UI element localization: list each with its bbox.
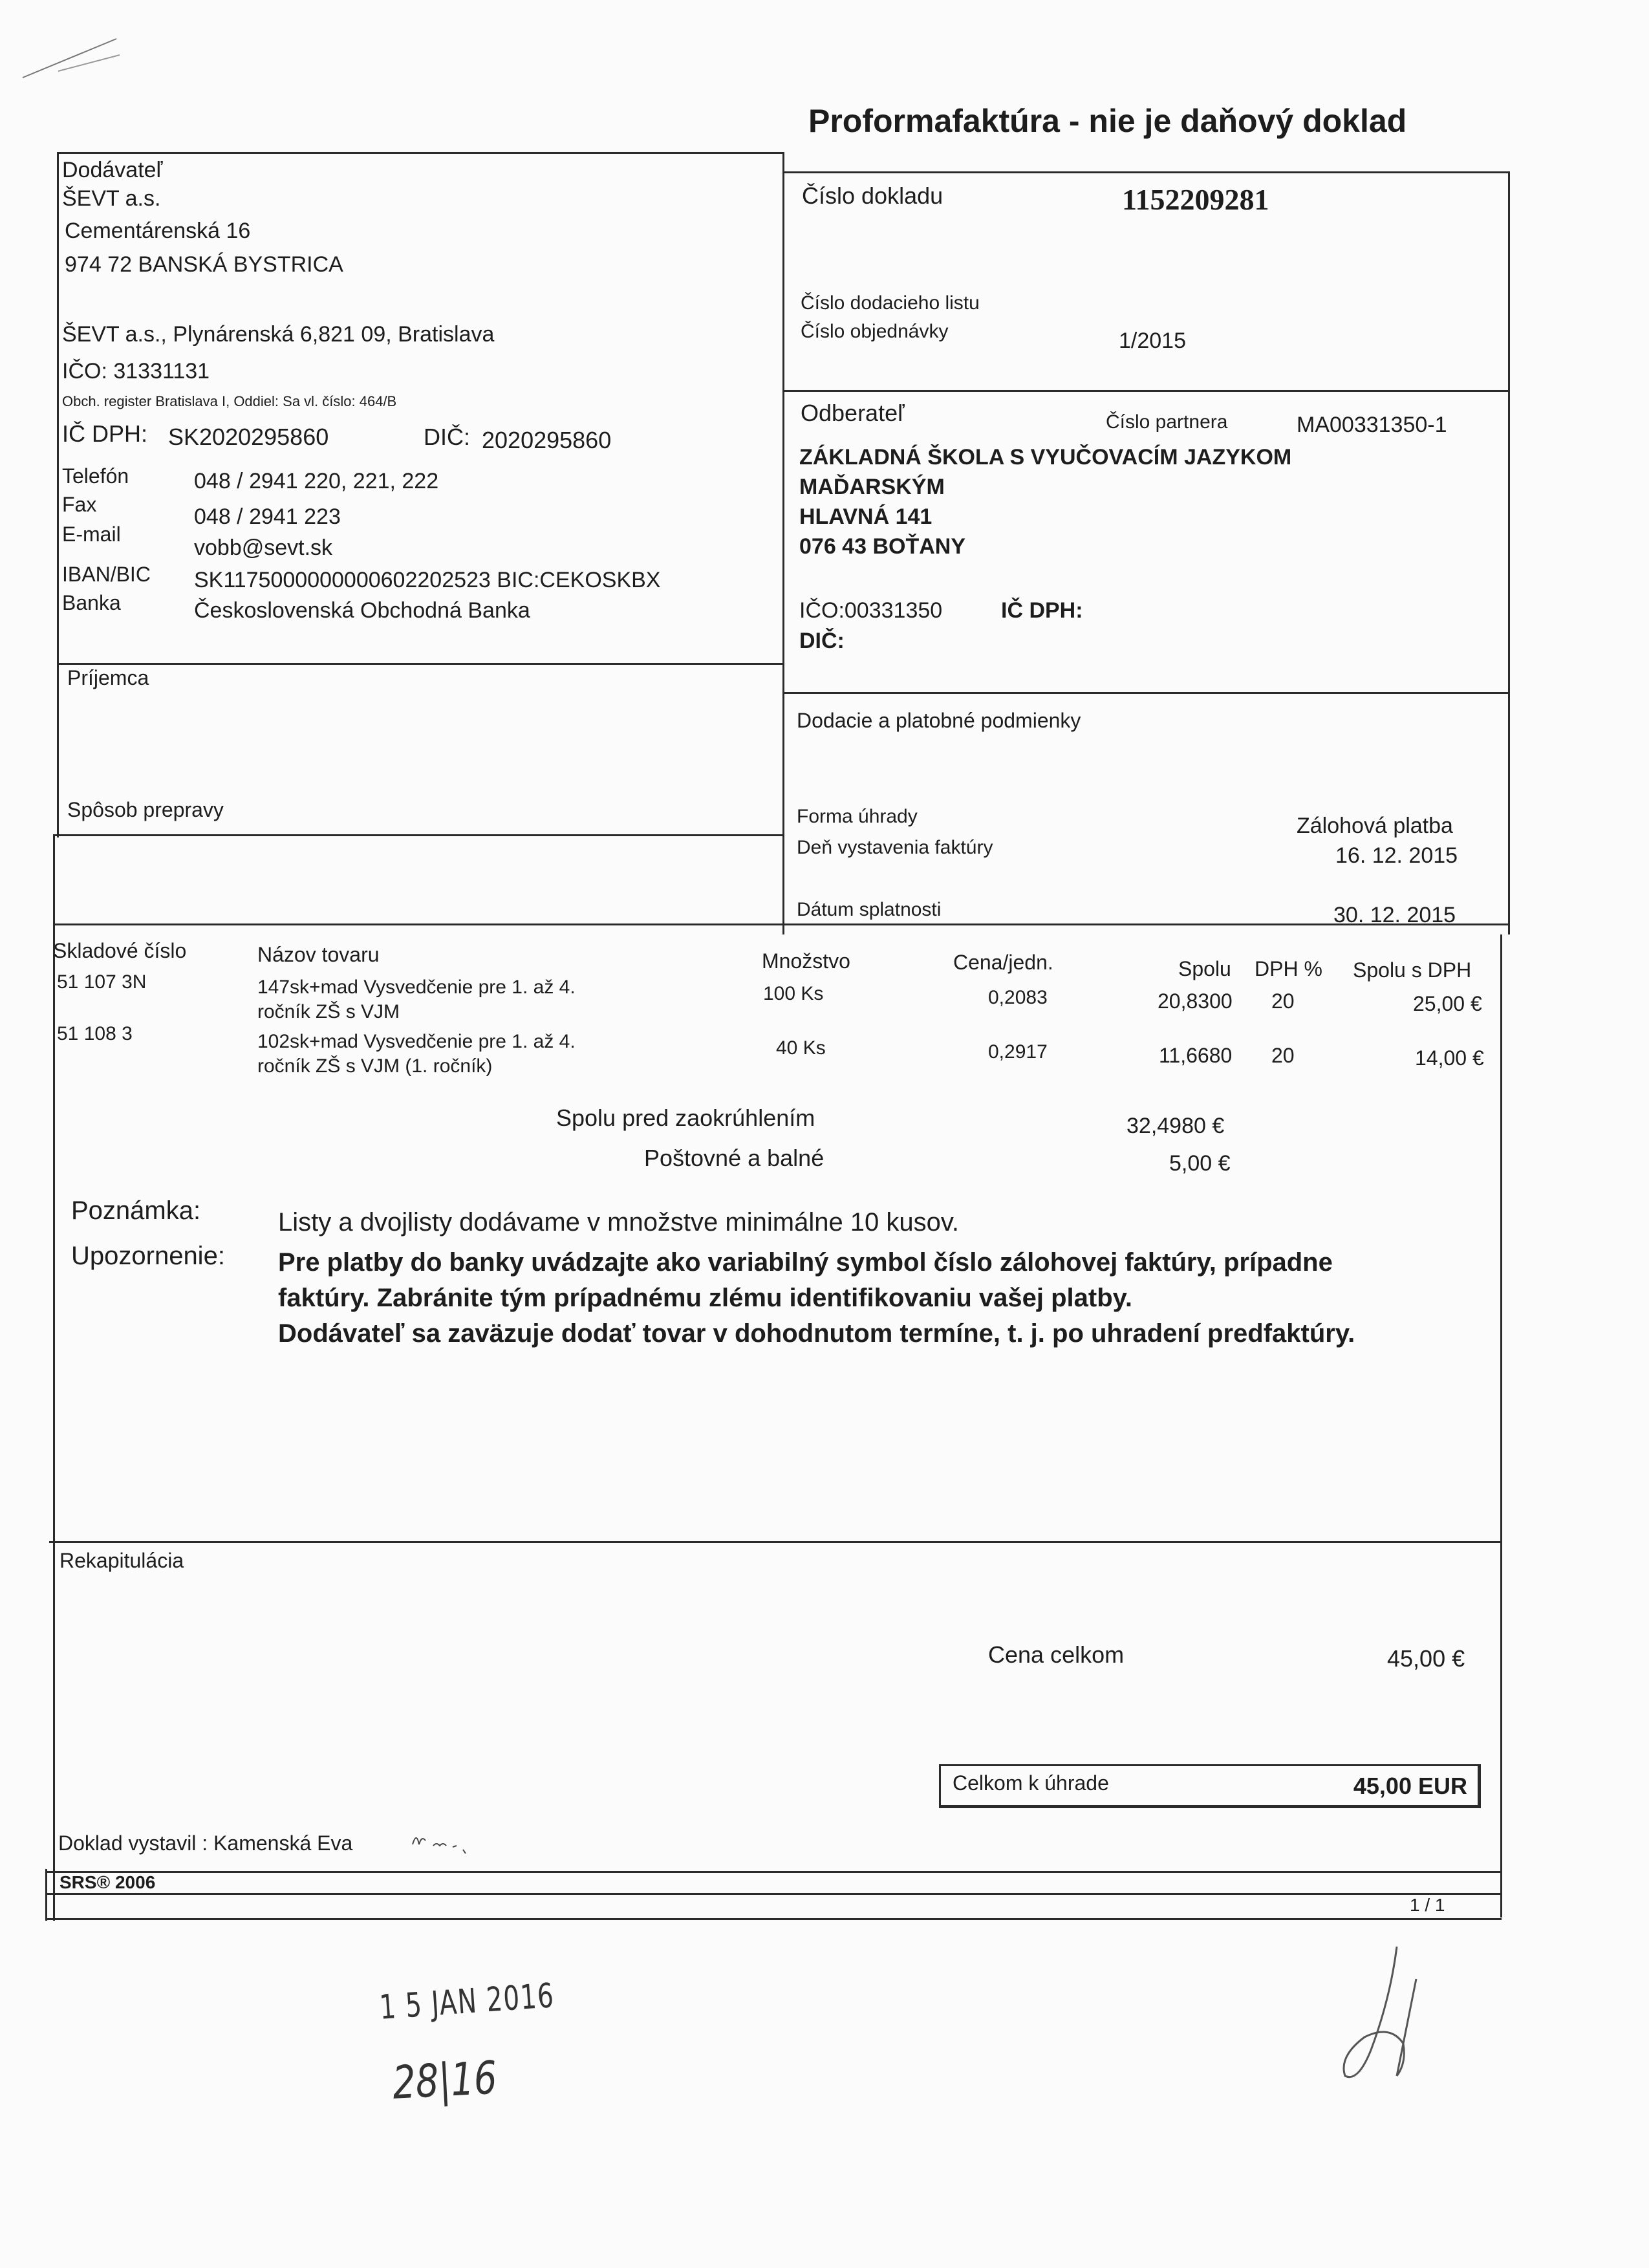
row-vat: 20 (1271, 1044, 1295, 1067)
subtotal-value: 32,4980 € (1126, 1114, 1225, 1138)
document-title: Proformafaktúra - nie je daňový doklad (808, 103, 1407, 139)
partner-label: Číslo partnera (1106, 411, 1228, 433)
supplier-heading: Dodávateľ (62, 158, 163, 182)
handwritten-initials-icon (1319, 1940, 1449, 2095)
row-unit-price: 0,2917 (988, 1041, 1048, 1063)
subtotal-label: Spolu pred zaokrúhlením (556, 1105, 815, 1131)
fax-label: Fax (62, 493, 97, 516)
price-total-label: Cena celkom (988, 1641, 1125, 1668)
row-sku: 51 107 3N (57, 971, 147, 993)
price-total: 45,00 € (1387, 1645, 1465, 1672)
row-name: 147sk+mad Vysvedčenie pre 1. až 4. (257, 977, 576, 998)
due-date: 30. 12. 2015 (1333, 903, 1456, 927)
bank-label: Banka (62, 591, 121, 614)
postage-value: 5,00 € (1169, 1151, 1231, 1176)
partner-number: MA00331350-1 (1297, 413, 1447, 437)
supplier-dic-value: 2020295860 (482, 427, 612, 453)
col-total-vat: Spolu s DPH (1353, 958, 1472, 982)
due-date-label: Dátum splatnosti (797, 899, 942, 920)
col-unit-price: Cena/jedn. (953, 951, 1053, 974)
document-number-label: Číslo dokladu (802, 182, 943, 209)
supplier-seat: ŠEVT a.s., Plynárenská 6,821 09, Bratislava (62, 322, 495, 347)
supplier-ico: IČO: 31331131 (62, 359, 210, 383)
warning-line-1: Pre platby do banky uvádzajte ako variabilný symbol číslo zálohovej faktúry, prípadne (278, 1248, 1333, 1277)
amount-due: 45,00 EUR (1353, 1773, 1467, 1799)
iban-label: IBAN/BIC (62, 563, 151, 586)
document-number: 1152209281 (1122, 183, 1269, 216)
amount-due-box (939, 1764, 1481, 1808)
software-label: SRS® 2006 (59, 1872, 156, 1892)
bank-value: Československá Obchodná Banka (194, 598, 530, 623)
note-label: Poznámka: (71, 1196, 201, 1225)
phone-label: Telefón (62, 464, 129, 488)
row-total-vat: 14,00 € (1415, 1046, 1484, 1070)
issued-by: Doklad vystavil : Kamenská Eva (58, 1831, 353, 1855)
transport-label: Spôsob prepravy (67, 798, 224, 821)
customer-heading: Odberateľ (801, 400, 905, 426)
customer-name-line1: ZÁKLADNÁ ŠKOLA S VYUČOVACÍM JAZYKOM (799, 445, 1292, 470)
recap-label: Rekapitulácia (59, 1549, 184, 1572)
delivery-note-label: Číslo dodacieho listu (801, 292, 980, 314)
iban-value: SK1175000000000602202523 BIC:CEKOSKBX (194, 568, 661, 592)
row-total: 20,8300 (1158, 989, 1233, 1013)
col-qty: Množstvo (762, 949, 850, 973)
payment-form-label: Forma úhrady (797, 806, 918, 827)
row-unit-price: 0,2083 (988, 987, 1048, 1008)
recipient-label: Príjemca (67, 666, 149, 689)
row-total: 11,6680 (1159, 1044, 1233, 1067)
col-vat: DPH % (1255, 957, 1322, 980)
customer-ico: IČO:00331350 (799, 598, 943, 623)
terms-heading: Dodacie a platobné podmienky (797, 709, 1081, 732)
customer-icdph: IČ DPH: (1001, 598, 1083, 623)
customer-street: HLAVNÁ 141 (799, 504, 932, 529)
row-total-vat: 25,00 € (1413, 992, 1482, 1015)
row-name-cont: ročník ZŠ s VJM (1. ročník) (257, 1055, 493, 1077)
page-number: 1 / 1 (1410, 1895, 1445, 1915)
payment-form: Zálohová platba (1297, 814, 1453, 838)
postage-label: Poštovné a balné (644, 1145, 824, 1171)
pen-mark-icon (19, 26, 123, 91)
order-label: Číslo objednávky (801, 321, 949, 342)
customer-dic: DIČ: (799, 629, 845, 653)
fax-value: 048 / 2941 223 (194, 504, 341, 529)
warning-line-2: faktúry. Zabránite tým prípadnému zlému identifikovaniu vašej platby. (278, 1284, 1133, 1312)
row-vat: 20 (1271, 989, 1295, 1013)
row-qty: 40 Ks (776, 1037, 826, 1059)
row-name-cont: ročník ZŠ s VJM (257, 1001, 400, 1022)
warning-line-3: Dodávateľ sa zaväzuje dodať tovar v dohodnutom termíne, t. j. po uhradení predfaktúry. (278, 1319, 1355, 1348)
row-sku: 51 108 3 (57, 1023, 133, 1044)
issue-date-label: Deň vystavenia faktúry (797, 837, 993, 858)
row-name: 102sk+mad Vysvedčenie pre 1. až 4. (257, 1031, 576, 1052)
supplier-name: ŠEVT a.s. (62, 186, 161, 211)
issue-date: 16. 12. 2015 (1335, 843, 1458, 868)
supplier-icdph-label: IČ DPH: (62, 420, 148, 447)
order-value: 1/2015 (1119, 329, 1186, 353)
customer-name-line2: MAĎARSKÝM (799, 475, 945, 499)
email-label: E-mail (62, 523, 121, 546)
signature-icon (407, 1819, 485, 1857)
supplier-street: Cementárenská 16 (65, 219, 251, 243)
supplier-icdph-value: SK2020295860 (168, 424, 329, 450)
amount-due-label: Celkom k úhrade (953, 1771, 1109, 1795)
col-name: Názov tovaru (257, 943, 380, 966)
row-qty: 100 Ks (763, 983, 824, 1004)
email-value: vobb@sevt.sk (194, 535, 333, 560)
received-stamp: 1 5 JAN 2016 (378, 1976, 556, 2027)
supplier-dic-label: DIČ: (424, 424, 470, 450)
phone-value: 048 / 2941 220, 221, 222 (194, 469, 439, 493)
col-sku: Skladové číslo (53, 939, 187, 962)
supplier-city: 974 72 BANSKÁ BYSTRICA (65, 252, 343, 277)
handwritten-number: 28|16 (391, 2051, 499, 2110)
customer-city: 076 43 BOŤANY (799, 534, 965, 559)
supplier-register: Obch. register Bratislava I, Oddiel: Sa vl. číslo: 464/B (62, 393, 397, 409)
warning-label: Upozornenie: (71, 1242, 225, 1270)
col-total: Spolu (1178, 957, 1231, 980)
note-text: Listy a dvojlisty dodávame v množstve minimálne 10 kusov. (278, 1208, 960, 1237)
